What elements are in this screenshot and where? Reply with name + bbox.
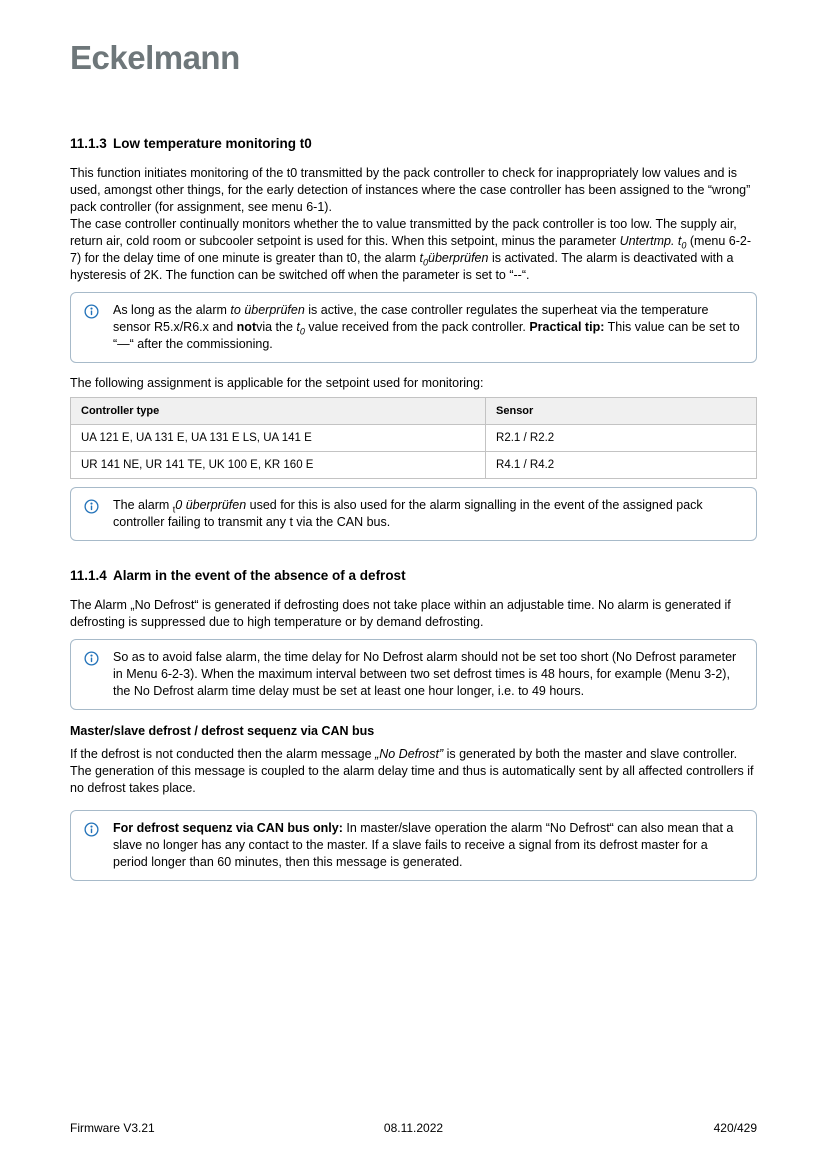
info-note-box — [70, 639, 757, 710]
info-note-box — [70, 292, 757, 363]
section-heading-11-1-4 — [70, 568, 757, 584]
paragraph: The Alarm „No Defrost“ is generated if defrosting does not take place within an adjustable time. No alarm is generated if defrosting is suppressed due to high temperature or by demand defrosting. — [70, 598, 731, 629]
paragraph: This function initiates monitoring of the t0 transmitted by the pack controller to check for inappropriately low values and is used, amongst other things, for the early detection of instances where the case controller has been assigned to the “wrong” pack controller (for assignment, see menu 6-1). — [70, 166, 751, 214]
section-title: Alarm in the event of the absence of a defrost — [113, 568, 406, 583]
paragraph: If the defrost is not conducted then the alarm message „No Defrost” is generated by both the master and slave controller. The generation of this message is coupled to the alarm delay time and thus is automatically sent by all affected controllers if no defrost takes place. — [70, 747, 754, 795]
section-title: Low temperature monitoring t0 — [113, 136, 312, 151]
table-row — [71, 452, 757, 479]
section-number: 11.1.3 — [70, 136, 107, 151]
table-header-cell: Sensor — [486, 398, 757, 425]
footer-date: 08.11.2022 — [383, 1121, 444, 1135]
footer-page-number: 420/429 — [713, 1121, 757, 1135]
info-icon — [84, 651, 99, 671]
table-cell: R2.1 / R2.2 — [486, 425, 757, 452]
assignment-table — [70, 397, 757, 479]
table-row — [71, 425, 757, 452]
table-intro-text: The following assignment is applicable for the setpoint used for monitoring: — [70, 376, 484, 390]
table-cell: UR 141 NE, UR 141 TE, UK 100 E, KR 160 E — [71, 452, 486, 479]
info-note-text: For defrost sequenz via CAN bus only: In master/slave operation the alarm “No Defrost“ can also mean that a slave no longer has any contact to the master. If a slave fails to receive a signal from its defrost master for a period longer than 60 minutes, then this message is generated. — [113, 821, 734, 869]
info-note-text: So as to avoid false alarm, the time delay for No Defrost alarm should not be set too short (No Defrost parameter in Menu 6-2-3). When the maximum interval between two set defrost times is 48 hours, for example (Menu 3-2), the No Defrost alarm time delay must be set at least one hour longer, i.e. to 49 hours. — [113, 650, 737, 698]
company-logo: Eckelmann — [70, 39, 240, 76]
info-icon — [84, 499, 99, 519]
section-number: 11.1.4 — [70, 568, 107, 583]
info-note-box — [70, 810, 757, 881]
table-header-cell: Controller type — [71, 398, 486, 425]
subsection-heading-master-slave: Master/slave defrost / defrost sequenz via CAN bus — [70, 724, 375, 738]
table-cell: R4.1 / R4.2 — [486, 452, 757, 479]
paragraph: The case controller continually monitors whether the to value transmitted by the pack controller is too low. The supply air, return air, cold room or subcooler setpoint is used for this. When this setpoint, minus the parameter Untertmp. $t_0$ (menu 6-2-7) for the delay time of one minute is greater than t0, the alarm $t_0überprüfen$ is activated. The alarm is deactivated with a hysteresis of 2K. The function can be switched off when the parameter is set to “--“. — [70, 217, 752, 282]
page-footer — [70, 1121, 757, 1136]
info-icon — [84, 822, 99, 842]
table-cell: UA 121 E, UA 131 E, UA 131 E LS, UA 141 E — [71, 425, 486, 452]
info-note-text: As long as the alarm to überprüfen is active, the case controller regulates the superheat via the temperature sensor R5.x/R6.x and notvia the $t_0$ value received from the pack controller. Practical tip: This value can be set to “—“ after the commissioning. — [113, 303, 740, 351]
info-note-box — [70, 487, 757, 541]
footer-firmware-version: Firmware V3.21 — [70, 1121, 155, 1135]
info-icon — [84, 304, 99, 324]
info-note-text: The alarm $_t$0 überprüfen used for this is also used for the alarm signalling in the event of the assigned pack controller failing to transmit any t via the CAN bus. — [113, 498, 703, 529]
section-heading-11-1-3 — [70, 136, 757, 152]
